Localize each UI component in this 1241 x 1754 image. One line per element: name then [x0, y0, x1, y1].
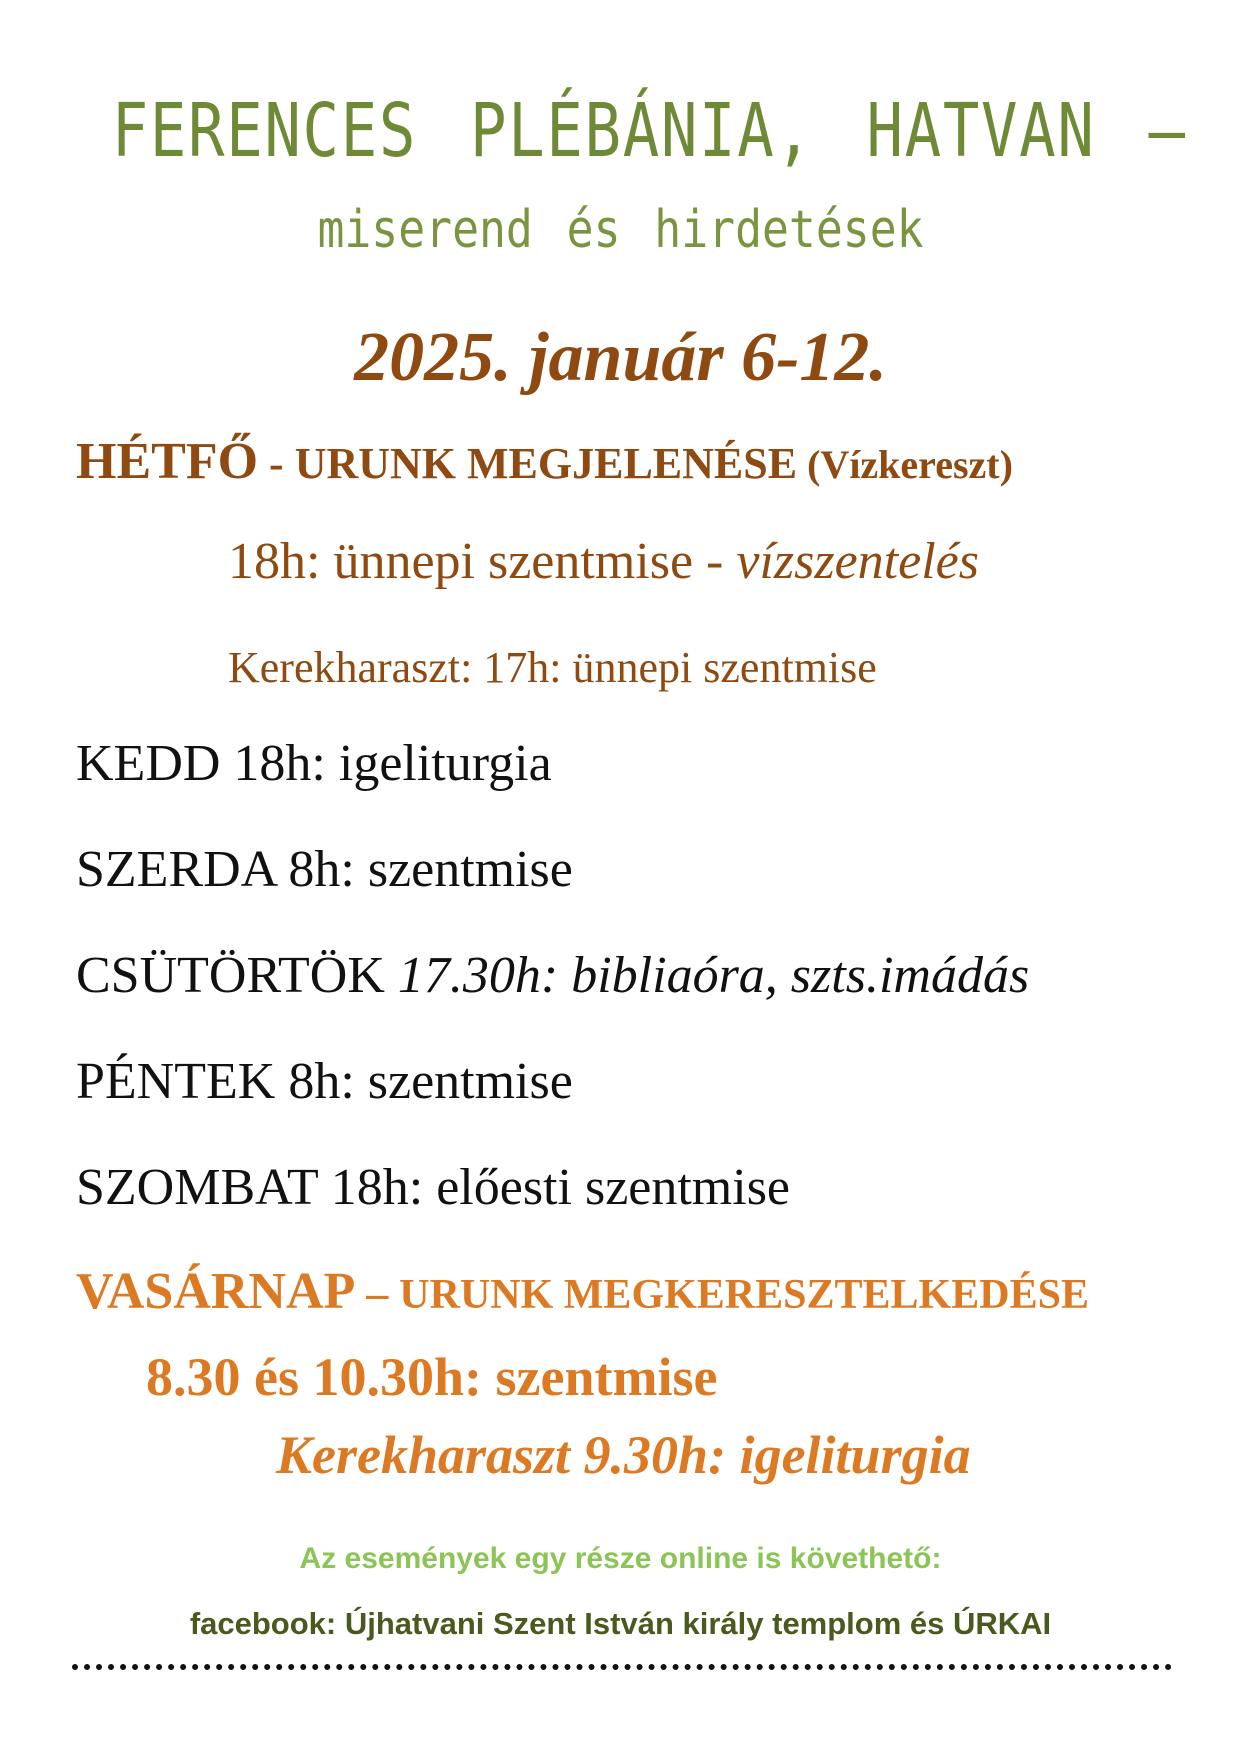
wednesday-line: SZERDA 8h: szentmise — [76, 841, 573, 898]
monday-mass-text: 18h: ünnepi szentmise - — [228, 533, 737, 590]
monday-heading — [76, 432, 1013, 491]
sunday-feast: URUNK MEGKERESZTELKEDÉSE — [399, 1272, 1089, 1318]
week-date: 2025. január 6-12. — [354, 319, 887, 396]
online-note: Az események egy része online is követhető: — [299, 1542, 942, 1575]
sunday-day: VASÁRNAP — [76, 1263, 356, 1320]
friday-line: PÉNTEK 8h: szentmise — [76, 1053, 573, 1110]
sunday-mass: 8.30 és 10.30h: szentmise — [146, 1347, 718, 1407]
monday-mass-extra: vízszentelés — [736, 533, 979, 590]
monday-feast-note: (Vízkereszt) — [797, 442, 1013, 487]
monday-mass — [228, 532, 979, 591]
page-title: FERENCES PLÉBÁNIA, HATVAN – — [111, 88, 1187, 174]
monday-feast: URUNK MEGJELENÉSE — [294, 439, 798, 488]
monday-day: HÉTFŐ — [76, 433, 259, 490]
sunday-heading — [76, 1262, 1089, 1321]
sunday-kerekharaszt: Kerekharaszt 9.30h: igeliturgia — [276, 1425, 971, 1485]
thursday-line — [76, 946, 1029, 1005]
dotted-divider — [72, 1664, 1172, 1670]
tuesday-line: KEDD 18h: igeliturgia — [76, 735, 552, 792]
page-subtitle: miserend és hirdetések — [317, 200, 924, 260]
monday-dash: - — [258, 439, 295, 488]
sunday-dash: – — [355, 1269, 400, 1318]
thursday-detail: 17.30h: bibliaóra, szts.imádás — [397, 947, 1030, 1004]
facebook-note: facebook: Újhatvani Szent István király templom és ÚRKAI — [189, 1606, 1052, 1641]
thursday-day: CSÜTÖRTÖK — [76, 947, 398, 1004]
monday-kerekharaszt: Kerekharaszt: 17h: ünnepi szentmise — [228, 643, 877, 692]
saturday-line: SZOMBAT 18h: előesti szentmise — [76, 1159, 791, 1216]
